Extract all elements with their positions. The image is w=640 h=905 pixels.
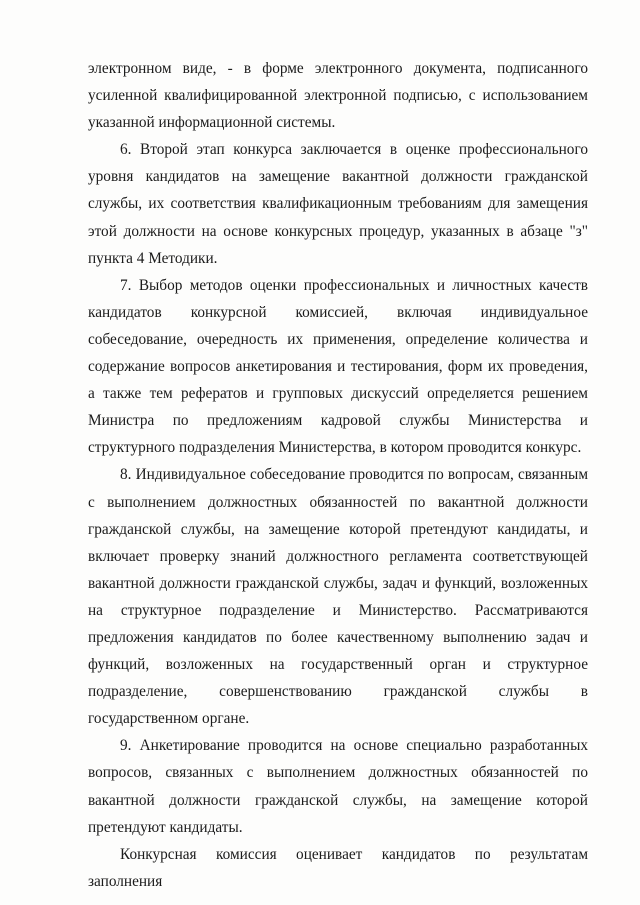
paragraph-6: 6. Второй этап конкурса заключается в оценке профессионального уровня кандидатов на замещение вакантной должности гражданской службы, их соответствия квалификационным требованиям для замещения этой должности на основе конкурсных процедур, указанных в абзаце "з" пункта 4 Методики. (88, 141, 588, 267)
paragraph-commission: Конкурсная комиссия оценивает кандидатов по результатам заполнения (88, 845, 588, 890)
paragraph-continuation: электронном виде, - в форме электронного документа, подписанного усиленной квалифицированной электронной подписью, с использованием указанной информационной системы. (88, 60, 588, 132)
paragraph-7: 7. Выбор методов оценки профессиональных и личностных качеств кандидатов конкурсной комиссией, включая индивидуальное собеседование, очередность их применения, определение количества и содержание вопросов анкетирования и тестирования, форм их проведения, а также тем рефератов и групповых дискуссий определяется решением Министра по предложениям кадровой службы Министерства и структурного подразделения Министерства, в котором проводится конкурс. (88, 276, 588, 457)
document-body (88, 55, 588, 895)
paragraph-9: 9. Анкетирование проводится на основе специально разработанных вопросов, связанных с выполнением должностных обязанностей по вакантной должности гражданской службы, на замещение которой претендуют кандидаты. (88, 737, 588, 836)
paragraph-8: 8. Индивидуальное собеседование проводится по вопросам, связанным с выполнением должностных обязанностей по вакантной должности гражданской службы, на замещение которой претендуют кандидаты, и включает проверку знаний должностного регламента соответствующей вакантной должности гражданской службы, задач и функций, возложенных на структурное подразделение и Министерство. Рассматриваются предложения кандидатов по более качественному выполнению задач и функций, возложенных на государственный орган и структурное подразделение, совершенствованию гражданской службы в государственном органе. (88, 466, 588, 728)
